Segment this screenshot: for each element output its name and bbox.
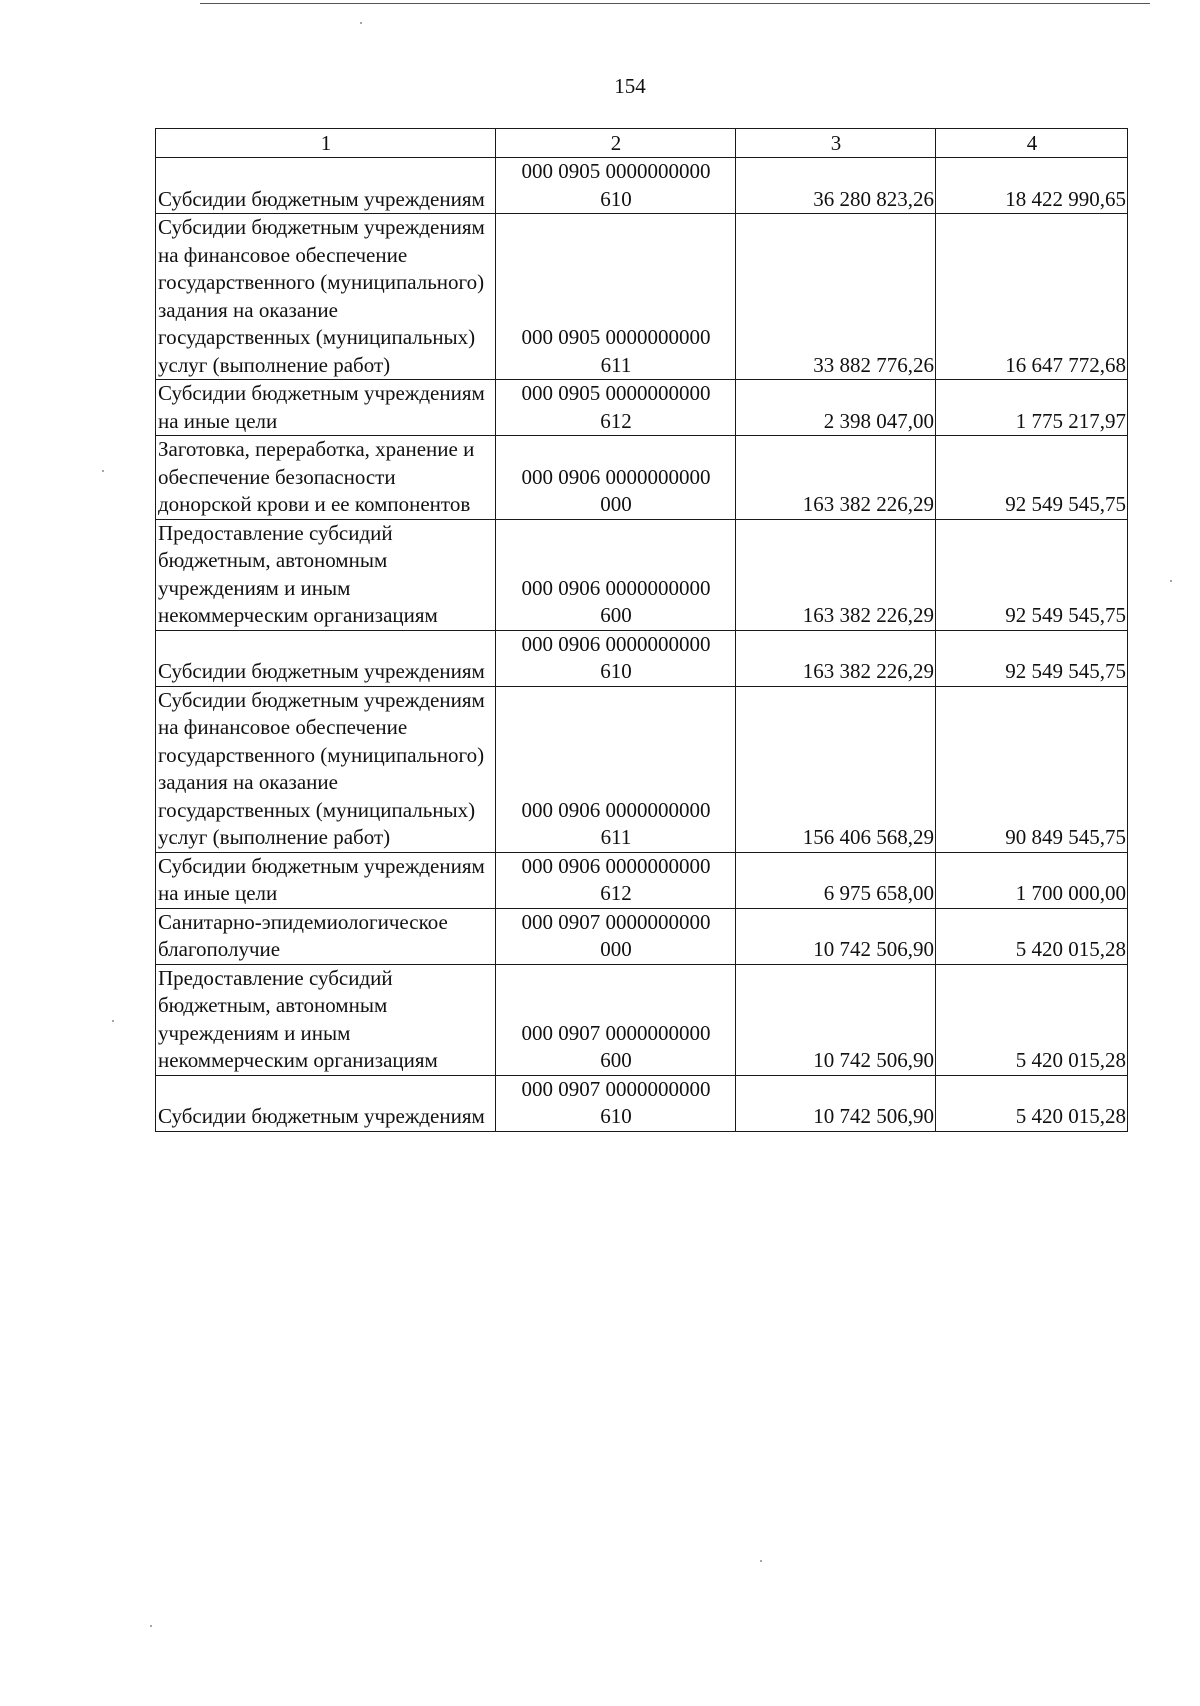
code-line-2: 612 bbox=[600, 408, 632, 433]
table-row bbox=[156, 380, 1128, 436]
row-name-cell: Субсидии бюджетным учреждениям на финансовое обеспечение государственного (муниципального) задания на оказание государственных (муниципальных) услуг (выполнение работ) bbox=[156, 686, 496, 852]
row-name-cell: Субсидии бюджетным учреждениям на иные цели bbox=[156, 380, 496, 436]
row-amount-col3: 163 382 226,29 bbox=[736, 436, 936, 520]
row-code-cell bbox=[496, 214, 736, 380]
code-line-1: 000 0906 0000000000 bbox=[521, 853, 711, 878]
scan-top-rule bbox=[200, 3, 1150, 4]
row-name-cell: Субсидии бюджетным учреждениям на иные цели bbox=[156, 852, 496, 908]
row-name-cell: Заготовка, переработка, хранение и обеспечение безопасности донорской крови и ее компонентов bbox=[156, 436, 496, 520]
code-line-2: 600 bbox=[600, 603, 632, 627]
row-amount-col4: 5 420 015,28 bbox=[936, 908, 1128, 964]
row-amount-col4: 92 549 545,75 bbox=[936, 436, 1128, 520]
table-header-row bbox=[156, 129, 1128, 158]
code-line-2: 600 bbox=[600, 1048, 632, 1072]
code-line-1: 000 0907 0000000000 bbox=[521, 909, 711, 934]
scan-speck bbox=[112, 1020, 114, 1022]
scan-speck bbox=[102, 470, 104, 472]
row-amount-col4: 90 849 545,75 bbox=[936, 686, 1128, 852]
row-code-cell bbox=[496, 686, 736, 852]
scan-speck bbox=[1170, 580, 1172, 582]
row-amount-col3: 2 398 047,00 bbox=[736, 380, 936, 436]
row-code-cell bbox=[496, 519, 736, 630]
column-header-3: 3 bbox=[736, 129, 936, 158]
row-name-cell: Субсидии бюджетным учреждениям на финансовое обеспечение государственного (муниципального) задания на оказание государственных (муниципальных) услуг (выполнение работ) bbox=[156, 214, 496, 380]
row-code-cell bbox=[496, 436, 736, 520]
code-line-2: 611 bbox=[600, 352, 632, 377]
row-code-cell bbox=[496, 964, 736, 1075]
code-line-1: 000 0907 0000000000 bbox=[521, 1076, 711, 1101]
row-amount-col3: 10 742 506,90 bbox=[736, 964, 936, 1075]
code-line-2: 611 bbox=[600, 825, 632, 849]
code-line-2: 612 bbox=[600, 881, 632, 905]
row-amount-col3: 156 406 568,29 bbox=[736, 686, 936, 852]
table-row bbox=[156, 158, 1128, 214]
table-row bbox=[156, 519, 1128, 630]
code-line-1: 000 0907 0000000000 bbox=[521, 1020, 711, 1045]
row-name-cell: Субсидии бюджетным учреждениям bbox=[156, 1075, 496, 1131]
code-line-1: 000 0906 0000000000 bbox=[521, 797, 711, 822]
page-number: 154 bbox=[614, 74, 646, 98]
code-line-2: 000 bbox=[600, 492, 632, 516]
code-line-2: 610 bbox=[600, 1104, 632, 1128]
row-amount-col3: 163 382 226,29 bbox=[736, 519, 936, 630]
row-name-cell: Предоставление субсидий бюджетным, автономным учреждениям и иным некоммерческим организациям bbox=[156, 964, 496, 1075]
row-amount-col3: 36 280 823,26 bbox=[736, 158, 936, 214]
row-code-cell bbox=[496, 1075, 736, 1131]
row-amount-col3: 33 882 776,26 bbox=[736, 214, 936, 380]
row-amount-col4: 5 420 015,28 bbox=[936, 1075, 1128, 1131]
row-code-cell bbox=[496, 908, 736, 964]
table-row bbox=[156, 908, 1128, 964]
scan-speck bbox=[360, 22, 362, 24]
row-code-cell bbox=[496, 158, 736, 214]
row-code-cell bbox=[496, 630, 736, 686]
table-row bbox=[156, 630, 1128, 686]
row-amount-col4: 92 549 545,75 bbox=[936, 519, 1128, 630]
row-amount-col3: 163 382 226,29 bbox=[736, 630, 936, 686]
scan-speck bbox=[150, 1625, 152, 1627]
row-name-cell: Субсидии бюджетным учреждениям bbox=[156, 158, 496, 214]
row-code-cell bbox=[496, 380, 736, 436]
column-header-4: 4 bbox=[936, 129, 1128, 158]
row-amount-col4: 1 775 217,97 bbox=[936, 380, 1128, 436]
row-code-cell bbox=[496, 852, 736, 908]
table-row bbox=[156, 686, 1128, 852]
code-line-1: 000 0906 0000000000 bbox=[521, 464, 711, 489]
code-line-2: 610 bbox=[600, 186, 632, 211]
scan-speck bbox=[760, 1560, 762, 1562]
row-amount-col3: 10 742 506,90 bbox=[736, 908, 936, 964]
row-name-cell: Субсидии бюджетным учреждениям bbox=[156, 630, 496, 686]
row-name-cell: Предоставление субсидий бюджетным, автономным учреждениям и иным некоммерческим организациям bbox=[156, 519, 496, 630]
code-line-2: 610 bbox=[600, 659, 632, 683]
row-name-cell: Санитарно-эпидемиологическое благополучие bbox=[156, 908, 496, 964]
row-amount-col4: 18 422 990,65 bbox=[936, 158, 1128, 214]
code-line-2: 000 bbox=[600, 937, 632, 961]
budget-table bbox=[155, 128, 1128, 1132]
row-amount-col3: 10 742 506,90 bbox=[736, 1075, 936, 1131]
table-row bbox=[156, 852, 1128, 908]
code-line-1: 000 0905 0000000000 bbox=[521, 381, 711, 405]
table-row bbox=[156, 1075, 1128, 1131]
code-line-1: 000 0906 0000000000 bbox=[521, 575, 711, 600]
row-amount-col3: 6 975 658,00 bbox=[736, 852, 936, 908]
column-header-2: 2 bbox=[496, 129, 736, 158]
row-amount-col4: 5 420 015,28 bbox=[936, 964, 1128, 1075]
table-row bbox=[156, 964, 1128, 1075]
row-amount-col4: 92 549 545,75 bbox=[936, 630, 1128, 686]
code-line-1: 000 0905 0000000000 bbox=[521, 325, 711, 349]
row-amount-col4: 16 647 772,68 bbox=[936, 214, 1128, 380]
table-row bbox=[156, 214, 1128, 380]
table-row bbox=[156, 436, 1128, 520]
column-header-1: 1 bbox=[156, 129, 496, 158]
code-line-1: 000 0906 0000000000 bbox=[521, 631, 711, 656]
code-line-1: 000 0905 0000000000 bbox=[521, 159, 711, 183]
row-amount-col4: 1 700 000,00 bbox=[936, 852, 1128, 908]
